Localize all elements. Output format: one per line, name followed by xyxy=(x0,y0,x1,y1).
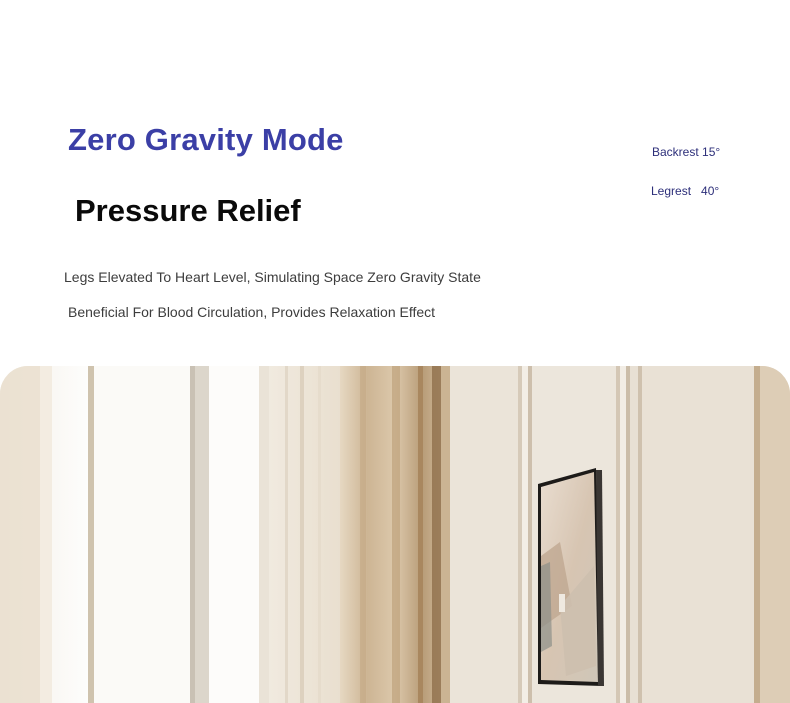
feature-description-line-2: Beneficial For Blood Circulation, Provides Relaxation Effect xyxy=(68,304,436,320)
room-interior-photo xyxy=(0,366,790,703)
framed-artwork xyxy=(538,468,604,686)
feature-subtitle: Pressure Relief xyxy=(75,193,301,228)
feature-title: Zero Gravity Mode xyxy=(68,122,344,157)
wall-panel-molding xyxy=(518,366,522,703)
legrest-angle-label: Legrest 40° xyxy=(651,184,720,198)
backrest-angle-label: Backrest 15° xyxy=(652,145,721,159)
feature-description-line-1: Legs Elevated To Heart Level, Simulating Space Zero Gravity State xyxy=(64,269,481,285)
